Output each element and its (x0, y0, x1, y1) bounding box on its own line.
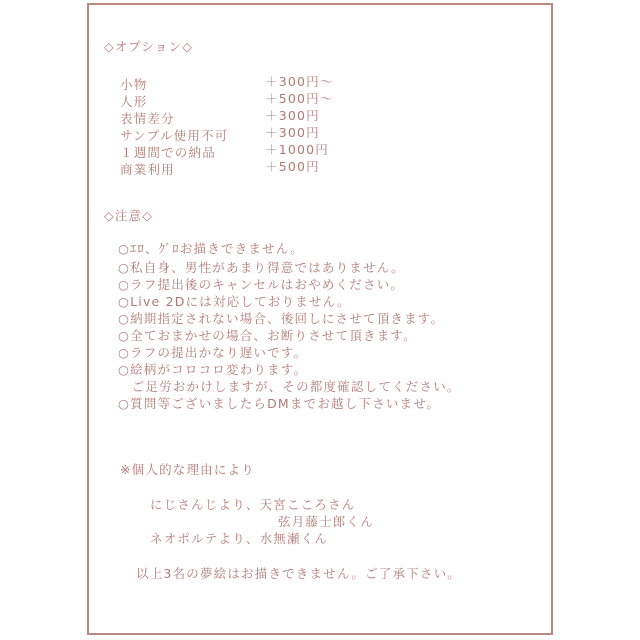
note-item: ご足労おかけしますが、その都度確認してください。 (118, 379, 461, 394)
option-price: ＋300円 (265, 108, 320, 123)
notes-heading: ◇注意◇ (104, 208, 154, 223)
option-price: ＋500円 (265, 159, 320, 174)
personal-line: ネオポルテより、水無瀬くん (150, 531, 329, 546)
note-item: ○ラフの提出かなり遅いです。 (118, 345, 308, 360)
note-item: ○絵柄がコロコロ変わります。 (118, 362, 308, 377)
option-row (120, 142, 330, 160)
option-label: 表情差分 (120, 111, 175, 126)
option-price: ＋300円 (265, 125, 320, 140)
note-item: ○質問等ございましたらDMまでお越し下さいませ。 (118, 396, 441, 411)
note-item: ○Live 2Dには対応しておりません。 (118, 294, 351, 309)
option-row (120, 125, 320, 143)
personal-heading: ※個人的な理由により (120, 462, 255, 477)
option-label: 人形 (120, 94, 148, 109)
note-item: ○全ておまかせの場合、お断りさせて頂きます。 (118, 328, 417, 343)
option-label: サンプル使用不可 (120, 128, 229, 143)
option-label: 小物 (120, 77, 148, 92)
option-label: １週間での納品 (120, 145, 216, 160)
option-row (120, 159, 320, 177)
personal-line: にじさんじより、天宮こころさん (150, 497, 356, 512)
note-item: ○ｴﾛ、ｸﾞﾛお描きできません。 (118, 241, 304, 256)
option-row (120, 108, 320, 126)
note-item: ○納期指定されない場合、後回しにさせて頂きます。 (118, 311, 445, 326)
options-heading: ◇オプション◇ (104, 39, 194, 54)
option-price: ＋500円～ (265, 91, 334, 106)
personal-line: 弦月藤士郎くん (278, 514, 374, 529)
note-item: ○私自身、男性があまり得意ではありません。 (118, 260, 405, 275)
note-item: ○ラフ提出後のキャンセルはおやめください。 (118, 277, 405, 292)
option-label: 商業利用 (120, 162, 175, 177)
closing-note: 以上3名の夢絵はお描きできません。ご了承下さい。 (136, 566, 462, 581)
option-row (120, 91, 334, 109)
option-price: ＋1000円 (265, 142, 330, 157)
option-row (120, 74, 334, 92)
option-price: ＋300円～ (265, 74, 334, 89)
